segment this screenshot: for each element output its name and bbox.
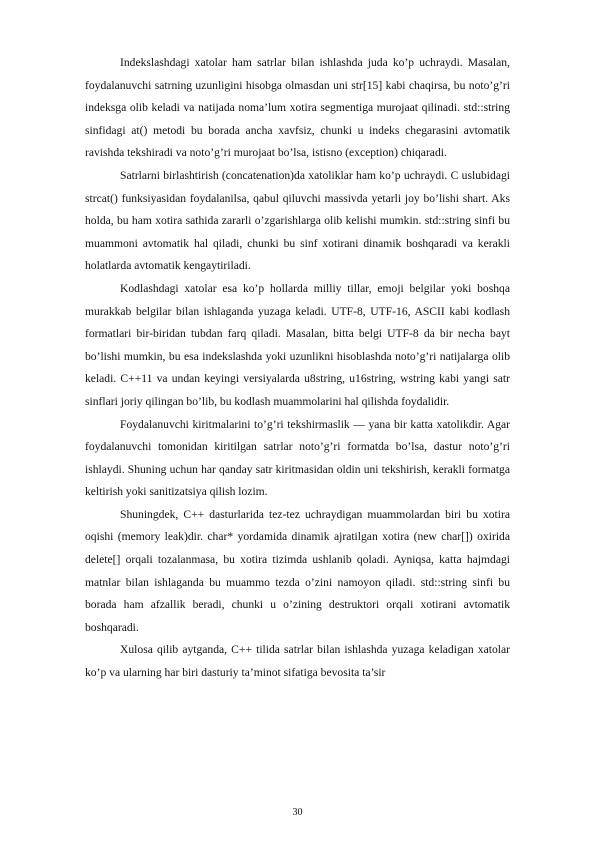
page-number: 30 [292, 807, 303, 818]
paragraph-indexing-errors: Indekslashdagi xatolar ham satrlar bilan ishlashda juda ko’p uchraydi. Masalan, foydalanuvchi satrning uzunligini hisobga olmasdan uni str[15] kabi chaqirsa, bu noto’g’ri indeksga olib keladi va natijada noma’lum xotira segmentiga murojaat qilinadi. std::string sinfidagi at() metodi bu borada ancha xavfsiz, chunki u indeks chegarasini avtomatik ravishda tekshiradi va noto’g’ri murojaat bo’lsa, istisno (exception) chiqaradi. [85, 56, 510, 160]
paragraph-input-validation: Foydalanuvchi kiritmalarini to’g’ri tekshirmaslik — yana bir katta xatolikdir. Agar foydalanuvchi tomonidan kiritilgan satrlar noto’g’ri formatda bo’lsa, dastur noto’g’ri ishlaydi. Shuning uchun har qanday satr kiritmasidan oldin uni tekshirish, kerakli formatga keltirish yoki sanitizatsiya qilish lozim. [85, 417, 510, 499]
paragraph-encoding-errors: Kodlashdagi xatolar esa ko’p hollarda milliy tillar, emoji belgilar yoki boshqa murakkab belgilar bilan ishlaganda yuzaga keladi. UTF-8, UTF-16, ASCII kabi kodlash formatlari bir-biridan tubdan farq qiladi. Masalan, bitta belgi UTF-8 da bir necha bayt bo’lishi mumkin, bu esa indekslashda yoki uzunlikni hisoblashda noto’g’ri natijalarga olib keladi. C++11 va undan keyingi versiyalarda u8string, u16string, wstring kabi yangi satr sinflari joriy qilingan bo’lib, bu kodlash muammolarini hal qilishda foydalidir. [85, 281, 510, 408]
document-body [85, 52, 510, 685]
paragraph-conclusion: Xulosa qilib aytganda, C++ tilida satrlar bilan ishlashda yuzaga keladigan xatolar ko’p va ularning har biri dasturiy ta’minot sifatiga bevosita ta’sir [85, 643, 510, 680]
paragraph-concatenation-errors: Satrlarni birlashtirish (concatenation)da xatoliklar ham ko’p uchraydi. C uslubidagi strcat() funksiyasidan foydalanilsa, qabul qiluvchi massivda yetarli joy bo’lishi shart. Aks holda, bu ham xotira sathida zararli o’zgarishlarga olib kelishi mumkin. std::string sinfi bu muammoni avtomatik hal qiladi, chunki bu sinf xotirani dinamik boshqaradi va kerakli holatlarda avtomatik kengaytiriladi. [85, 168, 510, 273]
paragraph-memory-leak: Shuningdek, C++ dasturlarida tez-tez uchraydigan muammolardan biri bu xotira oqishi (memory leak)dir. char* yordamida dinamik ajratilgan xotira (new char[]) oxirida delete[] orqali tozalanmasa, bu xotira tizimda ushlanib qoladi. Ayniqsa, katta hajmdagi matnlar bilan ishlaganda bu muammo tezda o’zini namoyon qiladi. std::string sinfi bu borada ham afzallik beradi, chunki u o’zining destruktori orqali xotirani avtomatik boshqaradi. [85, 507, 510, 634]
